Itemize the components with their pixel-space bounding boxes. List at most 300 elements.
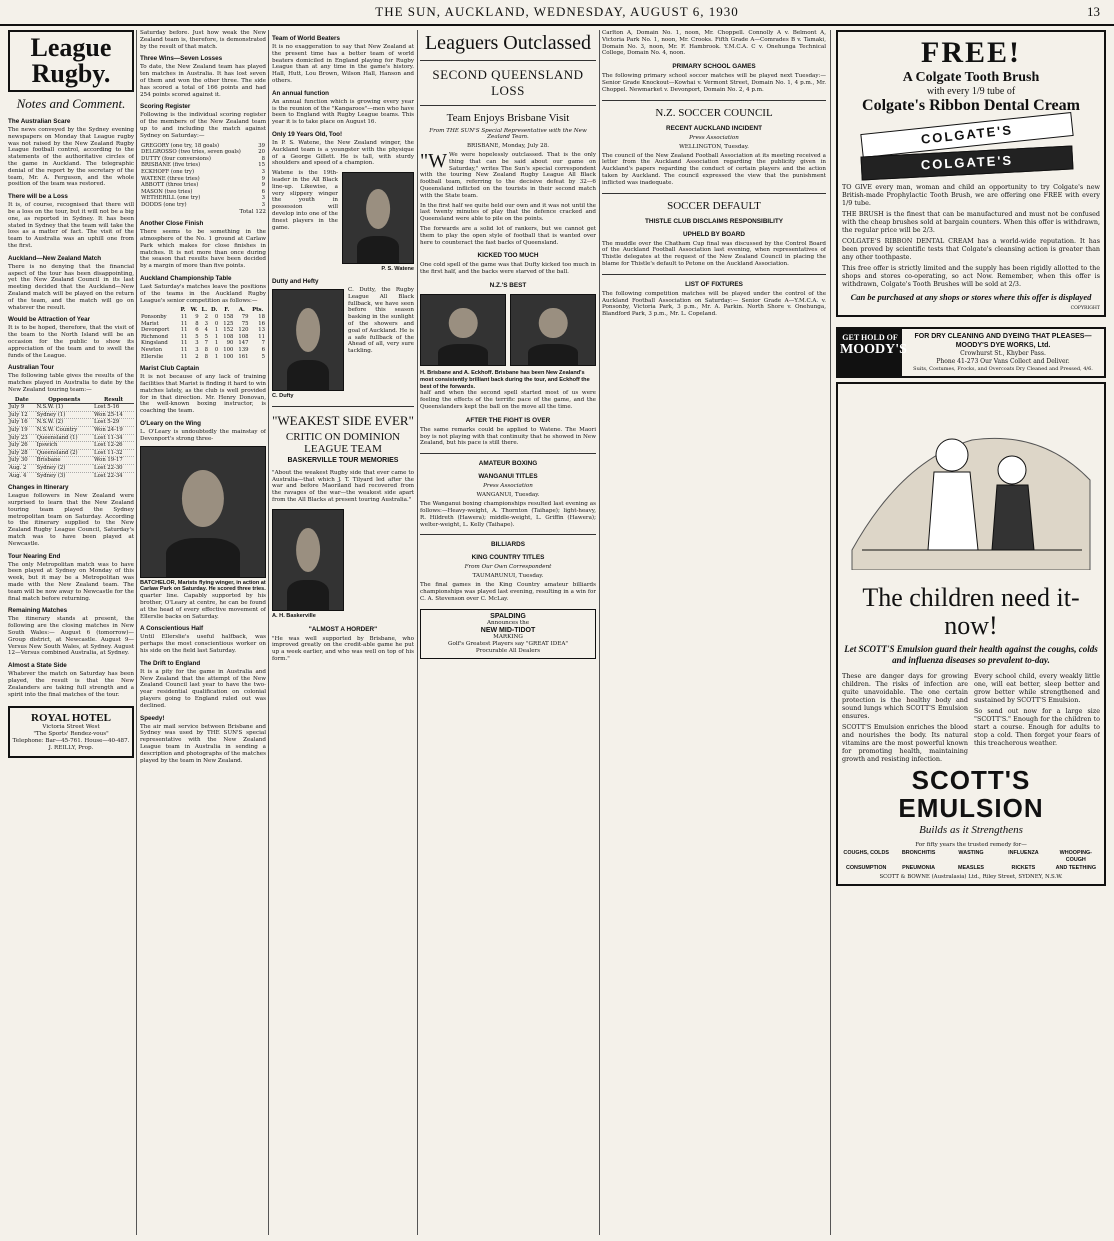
table-cell: July 19 [8,427,36,435]
table-header: L. [201,307,208,314]
ailment-item: WHOOPING-COUGH [1059,850,1092,863]
section-heading: Tour Nearing End [8,552,61,560]
toothpaste-tube-illustration: COLGATE'S COLGATE'S [851,119,1091,179]
ad-address: SCOTT & BOWNE (Australasia) Ltd., Riley Street, SYDNEY, N.S.W. [879,874,1063,880]
table-cell: 3 [261,201,265,208]
table-cell: 3 [261,195,265,202]
photo-caption: P. S. Watene [381,266,414,273]
table-cell: 120 [238,327,249,334]
table-header [140,307,178,314]
article-text: It is, of course, recognised that there will be a loss on the tour, but it will not be a big one, as reported in Sydney. It has been stated in Sydney that the team will take the loss as a matter of fact. The visit of the team to Australia was an uphill one from the first. [8,202,134,249]
children-illustration [842,400,1100,570]
column-1 [8,30,134,1235]
table-header: P. [180,307,186,314]
brisbane-photo [420,294,506,366]
article-text: It is to be hoped, therefore, that the visit of the team to the North Island will be an occasion for the public to show its appreciation of the team and to swell the funds of the League. [8,325,134,359]
section-heading: Would be Attraction of Year [8,316,91,324]
section-heading: Auckland—New Zealand Match [8,254,102,262]
table-cell: 147 [238,340,249,347]
table-cell: 139 [238,347,249,354]
table-row [140,340,266,347]
table-cell: 100 [223,347,234,354]
section-heading: PRIMARY SCHOOL GAMES [672,63,756,71]
table-header: W. [190,307,198,314]
table-cell: Queensland (1) [36,434,93,442]
table-cell: 11 [180,327,188,334]
table-row [8,472,134,479]
table-cell: Lost 22-30 [93,465,134,473]
table-cell: 8 [204,347,209,354]
tour-results-table [8,397,134,480]
brand-name: SCOTT'S [911,765,1031,795]
ad-subheadline: Let SCOTT'S Emulsion guard their health against the coughs, colds and influenza diseases so prevalent to-day. [844,644,1098,665]
section-heading: AMATEUR BOXING [478,460,538,468]
ad-text: THE BRUSH is the finest that can be manufactured and must not be confused with the cheap brushes sold at bargain counters. When this offer is withdrawn, the regular price will be 2/3. [842,210,1100,234]
article-text: Whatever the match on Saturday has been played, the result is that the New Zealanders are taking full strength and a spirit into the final matches of the tour. [8,671,134,698]
table-cell: Devonport [141,327,170,334]
ad-text: For fifty years the trusted remedy for— [915,842,1027,848]
masthead-title: THE SUN, AUCKLAND, WEDNESDAY, AUGUST 6, 1930 [375,4,739,19]
article-text: There is no denying that the financial aspect of the tour has been disappointing, yet the New Zealand Council in its last meeting decided that the Auckland—New Zealand match will be played on the return of the team, and the match will go on whatever the result. [8,263,134,311]
ad-text: COLGATE'S RIBBON DENTAL CREAM has a world-wide reputation. It has been proved by scientific tests that Colgate's cleansing action is greater than any other toothpaste. [842,237,1100,261]
column-rule [417,30,418,1235]
table-cell: July 12 [8,411,36,419]
table-cell: 3 [195,347,199,354]
table-cell: DELGROSSO (two tries, seven goals) [141,149,241,156]
divider [420,105,596,106]
table-row [140,327,266,334]
article-text: The only Metropolitan match was to have been played at Sydney on Monday of this week, but it may be a Metropolitan was made with the New Zealand team. The team will be now away to Newcastle for the final match before returning. [8,561,134,602]
section-heading: Changes in Itinerary [8,484,69,492]
article-text: In the first half we quite held our own and it was not until the last twenty minutes of play that the defence cracked and Queensland were able to pile on the points. [420,202,596,223]
dateline: TAUMARUNUI, Tuesday. [472,573,544,580]
copyright: COPYRIGHT [1070,306,1100,311]
table-cell: Queensland (2) [36,449,93,457]
ailment-item: COUGHS, COLDS [843,850,889,856]
section-heading: Dutty and Hefty [272,277,319,285]
section-heading: KING COUNTRY TITLES [471,554,545,562]
masthead [0,0,1114,26]
table-cell: Sydney (2) [36,465,93,473]
page-number: 13 [1087,4,1100,19]
table-row [140,195,266,202]
ad-body [842,672,1100,766]
table-cell: 2 [195,353,199,360]
ailment-item: CONSUMPTION [845,865,887,871]
table-row [140,334,266,341]
royal-hotel-ad [8,706,134,758]
table-header: Opponents [36,397,93,404]
table-cell: 15 [258,162,265,169]
colgate-line: with every 1/9 tube of [926,86,1016,97]
watene-photo [342,172,414,264]
table-cell: 8 [204,353,209,360]
section-heading: Almost a State Side [8,662,67,670]
article-text: There seems to be something in the atmosphere of the No. 1 ground at Carlaw Park which makes for close finishes in matches. It is not more than once during the season that results have been decided by a margin of more than five points. [140,229,266,270]
table-cell: N.S.W. (2) [36,419,93,427]
article-text: The same remarks could be applied to Watene. The Maori boy is not playing with that continuity that he showed in New Zealand, but his pace is still there. [420,426,596,447]
ailment-item: BRONCHITIS [901,850,936,856]
table-header: Date [8,397,36,404]
article-text: Until Ellerslie's useful halfback, was perhaps the most conscientious worker on his side on the field last Saturday. [140,634,266,654]
table-cell: 11 [258,333,265,340]
table-cell: 0 [214,347,219,354]
subheadline: UPHELD BY BOARD [682,230,746,238]
table-cell: Brisbane [36,457,93,465]
article-text: It is a pity for the game in Australia and New Zealand that the attempt of the New Zealand Council last year to have the two-year residential qualification on colonial players going to England ruled out was declined. [140,668,266,709]
article-text: Carlton A, Domain No. 1, noon, Mr. Choppell. Connolly A v. Belmont A, Victoria Park No. 1, noon, Mr. Crooks. Fifth Grade A—Comrades B v. Tamaki, Domain No. 3, noon, Mr. F. Hambrook. Y.M.C.A. C v. Onehunga Technical College, Domain No. 4, noon. [602,30,826,57]
table-cell: ABBOTT (three tries) [141,182,199,189]
subheadline: SECOND QUEENSLAND LOSS [432,67,584,98]
article-text: The Wanganui boxing championships resulted last evening as follows:—Heavy-weight, A. Thornton (Taihape); light-heavy, R. Hildreth (Hawera); middle-weight, L. Griffin (Hawera); welter-weight, L. Kelly (Taihape). [420,501,596,528]
table-cell: 152 [223,327,234,334]
table-cell: 7 [204,340,209,347]
hotel-street: Victoria Street West [42,724,100,731]
subheadline: THISTLE CLUB DISCLAIMS RESPONSIBILITY [644,217,784,225]
table-cell: July 28 [8,449,36,457]
table-cell: WETHERILL (one try) [141,195,201,202]
table-cell: 7 [261,340,265,347]
table-cell: 0 [214,314,219,321]
section-heading: The Drift to England [140,659,201,667]
table-cell: Lost 12-26 [93,442,134,450]
table-cell: 9 [261,175,265,182]
article-text: It is not because of any lack of training facilities that Marist is finding it hard to win matches lately, as the club is well provided for in that direction. Mr. Henry Donovan, the well-known boxing instructor, is coaching the team. [140,374,266,415]
headline: SOCCER DEFAULT [667,199,761,212]
article-text: The forwards are a solid lot of rankers, but we cannot get them to play the open style of football that is wanted over here to counteract the fast backs of Queensland. [420,225,596,246]
table-cell: DUTTY (four conversions) [141,155,211,162]
table-header: F. [224,307,230,314]
ailment-item: MEASLES [957,865,985,871]
table-header: A. [238,307,245,314]
table-row [8,411,134,419]
table-cell: 39 [258,142,265,149]
dateline: WANGANUI, Tuesday. [476,492,540,499]
divider [272,406,414,407]
divider [602,193,826,194]
column-rule [136,30,137,1235]
section-heading: Marist Club Captain [140,365,200,373]
table-cell: July 23 [8,434,36,442]
article-text: Saturday before. Just how weak the New Zealand team is, therefore, is demonstrated by the result of that match. [140,30,266,50]
table-cell: 108 [238,333,249,340]
table-cell: 11 [180,320,188,327]
table-cell: Richmond [141,333,169,340]
table-cell: 6 [195,327,199,334]
table-cell: Ponsonby [141,314,167,321]
table-cell: GREGORY (one try, 18 goals) [141,142,220,149]
table-cell: MASON (two tries) [141,188,193,195]
table-cell: 6 [261,188,265,195]
section-heading: An annual function [272,89,330,97]
table-cell: 6 [261,347,265,354]
ad-text: So send out now for a large size "SCOTT'S." Enough for the children to start a course. Enough for adults to stop a cold. Then forget your fears of this treacherous weather. [974,707,1100,747]
photo-pair [420,292,596,368]
table-row [8,419,134,427]
article-text: The final games in the King Country amateur billiards championships was played last evening, resulting in a win for C. A. Stevenson over C. McLay. [420,582,596,602]
article-lead: "W We were hopelessly outclassed. That is the only thing that can be said about our game on Saturday," writes The Sun's special correspondent with the touring New Zealand Rugby League All Black football team, referring to the decisive defeat by 32—6 Queensland inflicted on the tourists in their second match with the State team. [420,150,596,199]
divider [420,534,596,535]
table-cell: 3 [261,168,265,175]
table-cell: July 16 [8,419,36,427]
section-heading: Auckland Championship Table [140,275,232,283]
colgate-line: Colgate's Ribbon Dental Cream [862,97,1080,114]
section-heading: Speedy! [140,714,165,722]
table-cell: Sydney (1) [36,411,93,419]
article-text: Following is the individual scoring register of the members of the New Zealand team up to and including the match against Sydney on Saturday:— [140,112,266,139]
column-4 [420,30,596,1235]
section-heading: A Conscientious Half [140,625,204,633]
dufty-photo [272,289,344,391]
table-cell: 9 [261,182,265,189]
table-cell: 1 [214,353,219,360]
table-row [140,169,266,176]
column-5 [602,30,826,1235]
brand-slogan: Builds as it Strengthens [919,824,1023,836]
table-header: D. [211,307,218,314]
moodys-ad: GET HOLD OF MOODY'S FOR DRY CLEANING AND DYEING THAT PLEASES— MOODY'S DYE WORKS, Ltd. Crowhurst St., Khyber Pass. Phone 41-273 Our Vans Collect and Deliver. Suits, Costumes, Frocks, and Overcoats Dry Cleaned and Pressed, 4/6. [836,327,1106,378]
table-cell: 9 [195,314,199,321]
table-cell: Kingsland [141,340,168,347]
table-row [140,347,266,354]
subheadline: RECENT AUCKLAND INCIDENT [666,124,762,132]
notes-heading: Notes and Comment. [16,96,126,111]
scoring-total: Total 122 [239,208,266,215]
ailment-item: PNEUMONIA [902,865,936,871]
ailment-item: AND TEETHING [1055,865,1097,871]
table-cell: July 9 [8,404,36,412]
column-6-ads [836,30,1106,1235]
article-text: The itinerary stands at present, the following are the closing matches in New South Wales:— August 6 (tomorrow)—Group district, at Newcastle. August 9—Versus New South Wales, at Sydney. August 12—Versus combined Australia, at Sydney. [8,616,134,657]
section-heading: Three Wins—Seven Losses [140,55,223,63]
table-row [8,404,134,412]
eckhoff-photo [510,294,596,366]
colgate-ad [836,30,1106,317]
table-cell: DODDS (one try) [141,201,187,208]
table-cell: 5 [204,333,209,340]
table-header: Pts. [252,307,264,314]
table-cell: Marist [141,320,159,327]
subheadline: CRITIC ON DOMINION LEAGUE TEAM [285,430,401,455]
table-cell: 158 [223,314,234,321]
league-rugby-logo: League Rugby. [8,30,134,92]
ad-headline: The children need it-now! [862,583,1080,640]
ailment-item: INFLUENZA [1008,850,1039,856]
article-text: "He was well supported by Brisbane, who improved greatly on the credit-able game he put up a week earlier, and who was well on top of his form." [272,635,414,662]
subheadline: Team Enjoys Brisbane Visit [446,112,570,124]
headline: "WEAKEST SIDE EVER" [272,412,414,428]
table-cell: Newton [141,347,163,354]
section-heading: AFTER THE FIGHT IS OVER [465,416,551,424]
section-heading: Only 19 Years Old, Too! [272,130,343,138]
table-cell: Won 24-19 [93,427,134,435]
table-row [8,434,134,442]
article-text: One cold spell of the game was that Dufty kicked too much in the first half, and the backs were starved of the ball. [420,262,596,276]
table-cell: 4 [204,327,209,334]
table-cell: 20 [258,149,265,156]
table-cell: N.S.W. (1) [36,404,93,412]
hotel-slogan: "The Sports' Rendez-vous" [33,731,109,738]
table-cell: N.S.W. Country [36,427,93,435]
championship-table [140,307,266,360]
ailments-list [842,850,1100,872]
brand-name: EMULSION [898,793,1044,823]
article-text: L. O'Leary is undoubtedly the mainstay of Devonport's strong three- [140,429,266,442]
table-cell: Lost 5-29 [93,419,134,427]
table-cell: Ipswich [36,442,93,450]
ailment-item: RICKETS [1011,865,1036,871]
photo-caption: H. Brisbane and A. Eckhoff. Brisbane has been New Zealand's most consistently brilliant back during the tour, and Eckhoff the best of the forwards. [420,369,590,390]
table-cell: July 26 [8,442,36,450]
purchase-line: Can be purchased at any shops or stores where this offer is displayed [850,292,1092,302]
table-cell: 11 [180,340,188,347]
table-row [8,449,134,457]
hotel-owner: J. REILLY, Prop. [48,745,94,752]
article-text: Watene is the 19th-leader in the All Black line-up. Likewise, a very slippery winger the youth in possession will develop into one of the finest players in the game. [272,170,338,231]
scoring-register-table [140,143,266,209]
press-credit: Press Association [689,134,739,141]
table-row [140,162,266,169]
table-cell: 3 [195,340,199,347]
table-cell: 18 [258,314,265,321]
table-cell: Ellerslie [141,353,164,360]
section-heading: Team of World Beaters [272,35,340,42]
divider [602,100,826,101]
table-cell: Won 19-17 [93,457,134,465]
table-row [140,182,266,189]
table-row [8,465,134,473]
dateline: WELLINGTON, Tuesday. [679,143,749,150]
baskerville-photo [272,509,344,611]
article-text: The muddle over the Chatham Cup final was discussed by the Control Board of the Auckland Football Association last evening, when representatives of Thistle delegates at the request of the New Zealand Council in placing the blame for Thistle's default to Petone on the Auckland Association. [602,240,826,267]
press-credit: From Our Own Correspondent [464,564,552,571]
table-cell: 2 [204,314,209,321]
section-heading: "ALMOST A HORDER" [308,625,378,633]
column-rule [599,30,600,1235]
table-cell: Aug. 2 [8,465,36,473]
press-credit: Press Association [483,483,533,490]
article-text: The following primary school soccer matches will be played next Tuesday:— Senior Grade Knockout—Kowhai v. Vermont Street, Domain No. 1, 4 p.m., Mr. Choppel. Newmarket v. Devonport, Domain No. 2, 4 p.m. [602,73,826,93]
section-heading: BILLIARDS [490,541,526,549]
article-text: The news conveyed by the Sydney evening newspapers on Monday that League rugby was not raised by the New Zealand Rugby League football control, according to the statements of the authoritative circles of the game in Auckland. The telegraphic denial of the report by the secretary of the team, Mr. A. Ferguson, and the whole position of the team was restored. [8,127,134,188]
article-text: An annual function which is growing every year is the reunion of the "Kangaroos"—men who have been to England with Rugby League teams. This year it is to take place on August 16. [272,98,414,126]
table-cell: 13 [258,327,265,334]
table-cell: 5 [261,353,265,360]
table-row [140,202,266,209]
batchelor-photo [140,446,266,578]
table-cell: 11 [180,314,188,321]
free-heading: FREE! [921,36,1021,69]
table-cell: 1 [214,327,219,334]
column-3 [272,30,414,1235]
ad-text: This free offer is strictly limited and the supply has been rigidly allotted to the shops and stores co-operating, so act Now. Remember, when this offer is withdrawn, Colgate's Tooth Brushes will be sold at 2/3. [842,264,1100,288]
table-row [140,354,266,361]
section-heading: Remaining Matches [8,607,68,615]
photo-caption: A. H. Baskerville [272,612,316,619]
colgate-line: A Colgate Tooth Brush [902,70,1040,85]
spalding-ad: SPALDING Announces the NEW MID-TIDOT MARKING Golf's Greatest Players say "GREAT IDEA" Procurable All Dealers [420,609,596,659]
table-cell: 16 [258,320,265,327]
hotel-name: ROYAL HOTEL [31,712,111,725]
table-cell: Won 25-14 [93,411,134,419]
scotts-emulsion-ad [836,382,1106,886]
table-cell: BRISBANE (five tries) [141,162,201,169]
section-heading: KICKED TOO MUCH [477,252,539,260]
table-cell: Sydney (3) [36,472,93,479]
divider [420,60,596,61]
article-text: The council of the New Zealand Football Association at its meeting received a letter from the Auckland Association regarding the publicity given in Auckland's papers regarding the conduct of certain players and the action taken by Auckland. The council expressed the view that the punishment inflicted was inadequate. [602,152,826,186]
section-heading: There will be a Loss [8,193,68,201]
section-heading: Australian Tour [8,364,55,372]
article-text: League followers in New Zealand were surprised to learn that the New Zealand touring team played the Sydney metropolitan team on Saturday. According to the itinerary supplied to the New Zealand Rugby League Council, Saturday's match was to have been played at Newcastle. [8,493,134,547]
table-cell: 1 [214,333,219,340]
divider [602,274,826,275]
section-heading: The Australian Scare [8,118,71,125]
table-cell: 0 [214,320,219,327]
table-cell: 108 [223,333,234,340]
table-cell: 125 [223,320,234,327]
table-cell: 8 [261,155,265,162]
table-cell: 90 [226,340,234,347]
section-heading: LIST OF FIXTURES [685,280,743,288]
table-row [140,321,266,328]
article-text: It is no exaggeration to say that New Zealand at the present time has a better team of world beaters domiciled in England playing for Rugby League than at any time in the game's history. Hall, Hutt, Lou Brown, Wilson Hall, Hanson and others. [272,44,414,84]
moodys-logo: GET HOLD OF MOODY'S [838,329,902,376]
table-cell: 8 [195,320,199,327]
column-2 [140,30,266,1235]
table-cell: 11 [180,353,188,360]
table-cell: Lost 5-16 [93,404,134,412]
article-text: Last Saturday's matches leave the positions of the teams in the Auckland Rugby League's senior competition as follows:— [140,284,266,304]
table-row [140,149,266,156]
table-row [8,457,134,465]
table-row [140,314,266,321]
photo-caption: C. Dufty [272,392,294,399]
table-cell: WATENE (three tries) [141,175,200,182]
hotel-telephone: Telephone: Bar—45-761. House—40-487. [12,738,130,745]
section-heading: N.Z.'S BEST [489,281,527,289]
article-text: The following competition matches will be played under the control of the Auckland Football Association on Saturday:— Senior Grade A—Y.M.C.A. v. Ponsonby, Victoria Park, 3 p.m., Mr. A. Parkin. North Shore v. Onehunga, Blandford Park, 3 p.m., Mr. L. Copeland. [602,290,826,318]
article-text: "About the weakest Rugby side that ever came to Australia—that which J. T. Tilyard led after the war and before Maoriland had recovered from the ravages of the war—the weakest side apart from the All Blacks at present touring Australia." [272,469,414,503]
table-cell: 11 [180,333,188,340]
article-text: The air mail service between Brisbane and Sydney was used by THE SUN'S special representative with the New Zealand League team in Australia in sending a description and photographs of the matches played by the team in New Zealand. [140,723,266,764]
ad-text: Every school child, every weakly little one, will eat better, sleep better and grow better while strengthened and sustained by SCOTT'S Emulsion. [974,672,1100,704]
ailment-item: WASTING [958,850,984,856]
article-text: To date, the New Zealand team has played ten matches in Australia. It has lost seven of them and won the other three. The side has scored a total of 166 points and had 254 points scored against it. [140,64,266,98]
table-cell: Lost 11-34 [93,434,134,442]
ad-text: TO GIVE every man, woman and child an opportunity to try Colgate's new British-made Prophylactic Tooth Brush, we are offering one FREE with every 1/9 tube. [842,183,1100,207]
subheadline: BASKERVILLE TOUR MEMORIES [287,456,399,464]
headline: Leaguers Outclassed [424,32,592,54]
photo-caption: BATCHELOR, Marists flying winger, in action at Carlaw Park on Saturday. He scored three tries. [140,579,266,593]
ad-text: SCOTT'S Emulsion enriches the blood and nourishes the body. Its natural vitamins are the most powerful known for promoting health, maintaining growth and resisting infection. [842,723,968,763]
byline: From THE SUN'S Special Representative with the New Zealand Team. [429,128,587,140]
table-cell: 100 [223,353,234,360]
table-cell: 3 [204,320,209,327]
table-cell: 75 [241,320,249,327]
article-text: C. Dutty, the Rugby League All Black fullback, we have seen before this season basking in the sunlight of the showers and goal of Auckland. He is a safe fullback of the Ahead of all, very sure tackling. [348,286,414,355]
column-rule [830,30,831,1235]
ad-text: These are danger days for growing children. The risks of infection are quite unavoidable. The one certain protection is the healthy body and sound lungs which SCOTT'S Emulsion ensures. [842,672,968,720]
section-heading: Scoring Register [140,103,191,111]
dateline: BRISBANE, Monday, July 28. [466,143,550,149]
table-cell: 5 [195,333,199,340]
article-text: In P. S. Watene, the New Zealand winger, the Auckland team is a youngster with the physique of a George Gillett. He is tall, with sturdy shoulders and speed of a champion. [272,139,414,167]
table-cell: 79 [241,314,249,321]
table-cell: Lost 11-32 [93,449,134,457]
section-heading: Another Close Finish [140,220,204,228]
table-cell: July 30 [8,457,36,465]
